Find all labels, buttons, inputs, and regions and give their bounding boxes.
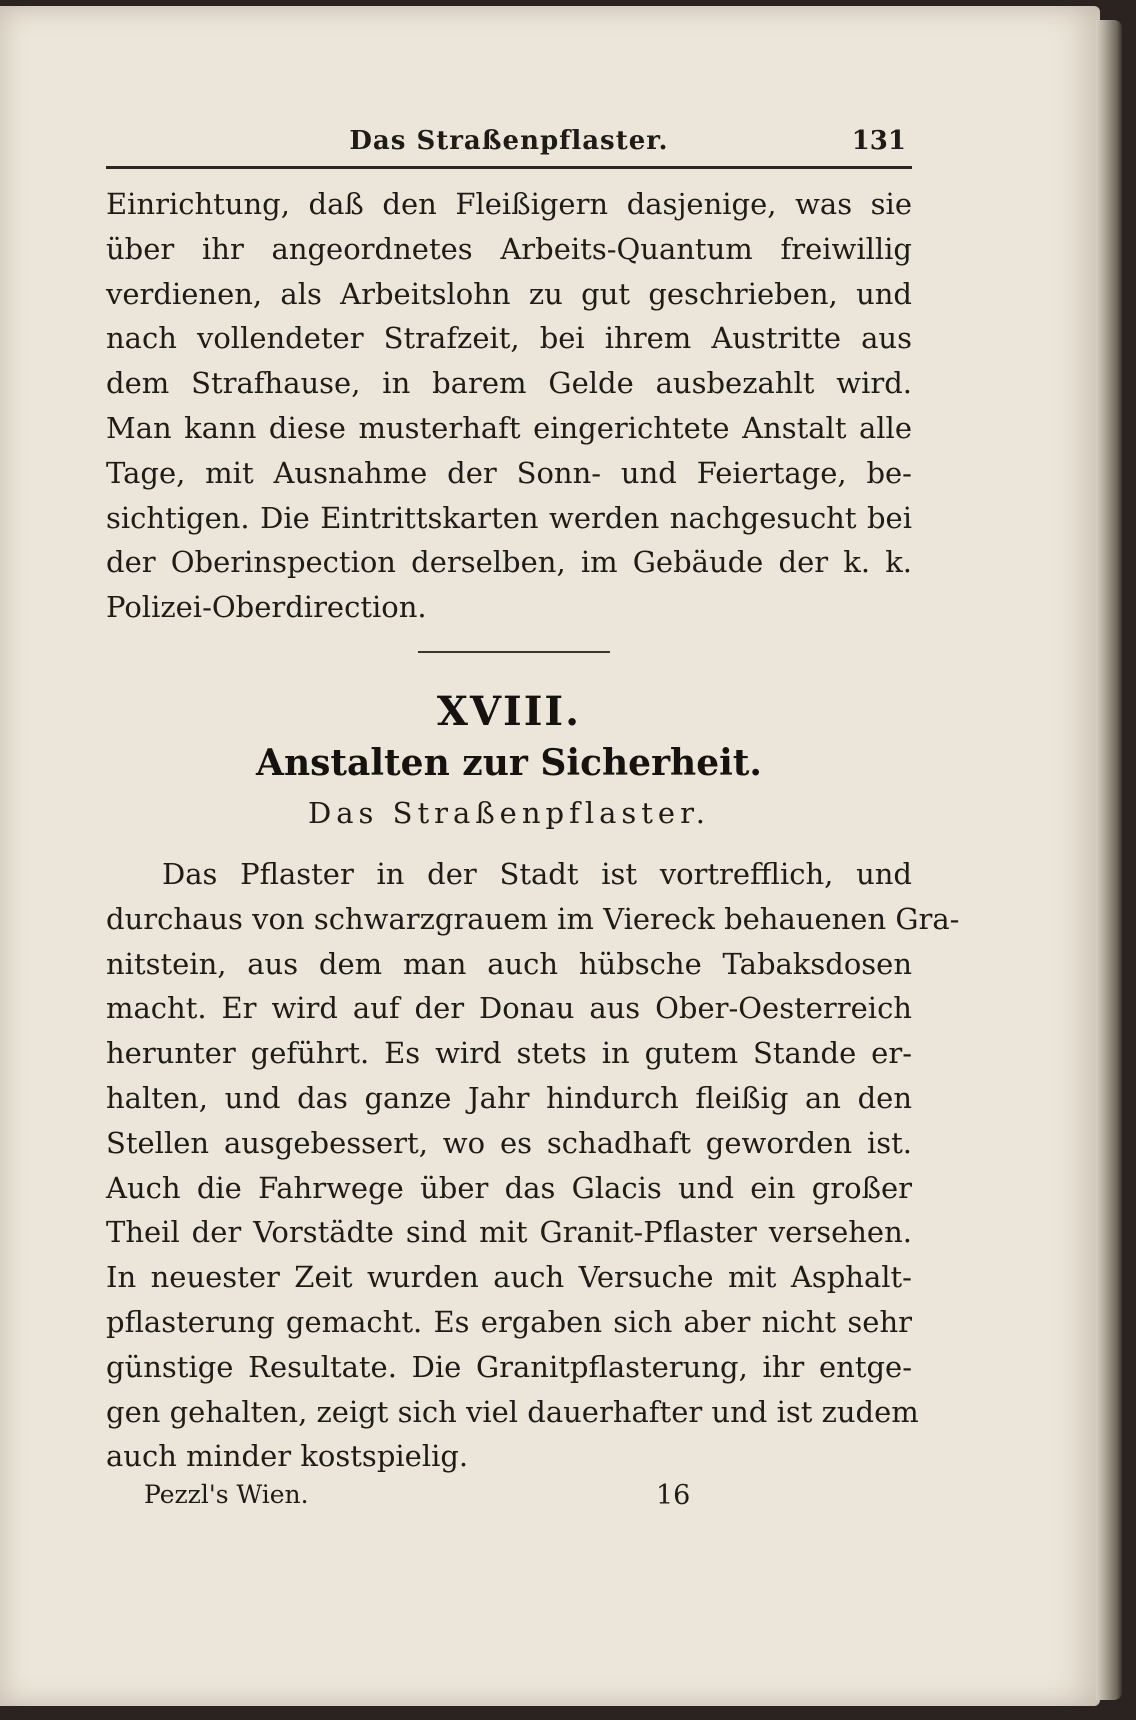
text-line: sichtigen. Die Eintrittskarten werden nachgesucht bei bbox=[106, 500, 912, 535]
text-line: Auch die Fahrwege über das Glacis und ein großer bbox=[106, 1170, 912, 1205]
section-divider bbox=[418, 651, 610, 653]
chapter-number: XVIII. bbox=[436, 688, 582, 735]
running-header bbox=[106, 126, 912, 169]
text-line: Stellen ausgebessert, wo es schadhaft geworden ist. bbox=[106, 1125, 912, 1160]
sheet-number: 16 bbox=[656, 1480, 691, 1511]
text-line: auch minder kostspielig. bbox=[106, 1439, 469, 1474]
text-line: dem Strafhause, in barem Gelde ausbezahlt wird. bbox=[106, 366, 912, 401]
text-line: Das Pflaster in der Stadt ist vortrefflich, und bbox=[162, 857, 912, 891]
text-line: Tage, mit Ausnahme der Sonn- und Feiertage, be- bbox=[106, 455, 912, 490]
text-line: günstige Resultate. Die Granitpflasterung, ihr entge- bbox=[106, 1349, 912, 1384]
page-number: 131 bbox=[851, 126, 906, 156]
paragraph-body bbox=[106, 852, 960, 1479]
text-line: Polizei-Oberdirection. bbox=[106, 590, 427, 625]
text-line: Einrichtung, daß den Fleißigern dasjenige, was sie bbox=[106, 187, 912, 221]
text-line: nach vollendeter Strafzeit, bei ihrem Austritte aus bbox=[106, 321, 912, 356]
text-line: gen gehalten, zeigt sich viel dauerhafter und ist zudem bbox=[106, 1394, 919, 1429]
subsection-title: Das Straßenpflaster. bbox=[308, 796, 710, 830]
page-edge bbox=[1096, 20, 1122, 1700]
running-title: Das Straßenpflaster. bbox=[349, 126, 669, 156]
text-line: macht. Er wird auf der Donau aus Ober-Oesterreich bbox=[106, 991, 912, 1026]
text-line: verdienen, als Arbeitslohn zu gut geschrieben, und bbox=[106, 276, 912, 311]
text-line: über ihr angeordnetes Arbeits-Quantum freiwillig bbox=[106, 231, 912, 266]
text-line: nitstein, aus dem man auch hübsche Tabaksdosen bbox=[106, 946, 912, 981]
text-line: Theil der Vorstädte sind mit Granit-Pflaster versehen. bbox=[106, 1215, 912, 1250]
text-line: herunter geführt. Es wird stets in gutem Stande er- bbox=[106, 1036, 912, 1071]
text-line: der Oberinspection derselben, im Gebäude der k. k. bbox=[106, 545, 912, 580]
text-line: Man kann diese musterhaft eingerichtete Anstalt alle bbox=[106, 410, 912, 445]
text-line: halten, und das ganze Jahr hindurch fleißig an den bbox=[106, 1080, 912, 1115]
signature-mark: Pezzl's Wien. bbox=[144, 1480, 309, 1509]
text-line: In neuester Zeit wurden auch Versuche mit Asphalt- bbox=[106, 1260, 912, 1295]
text-line: durchaus von schwarzgrauem im Viereck behauenen Gra- bbox=[106, 901, 960, 936]
paragraph-continued bbox=[106, 182, 912, 630]
section-title: Anstalten zur Sicherheit. bbox=[256, 742, 762, 784]
text-line: pflasterung gemacht. Es ergaben sich aber nicht sehr bbox=[106, 1304, 912, 1339]
